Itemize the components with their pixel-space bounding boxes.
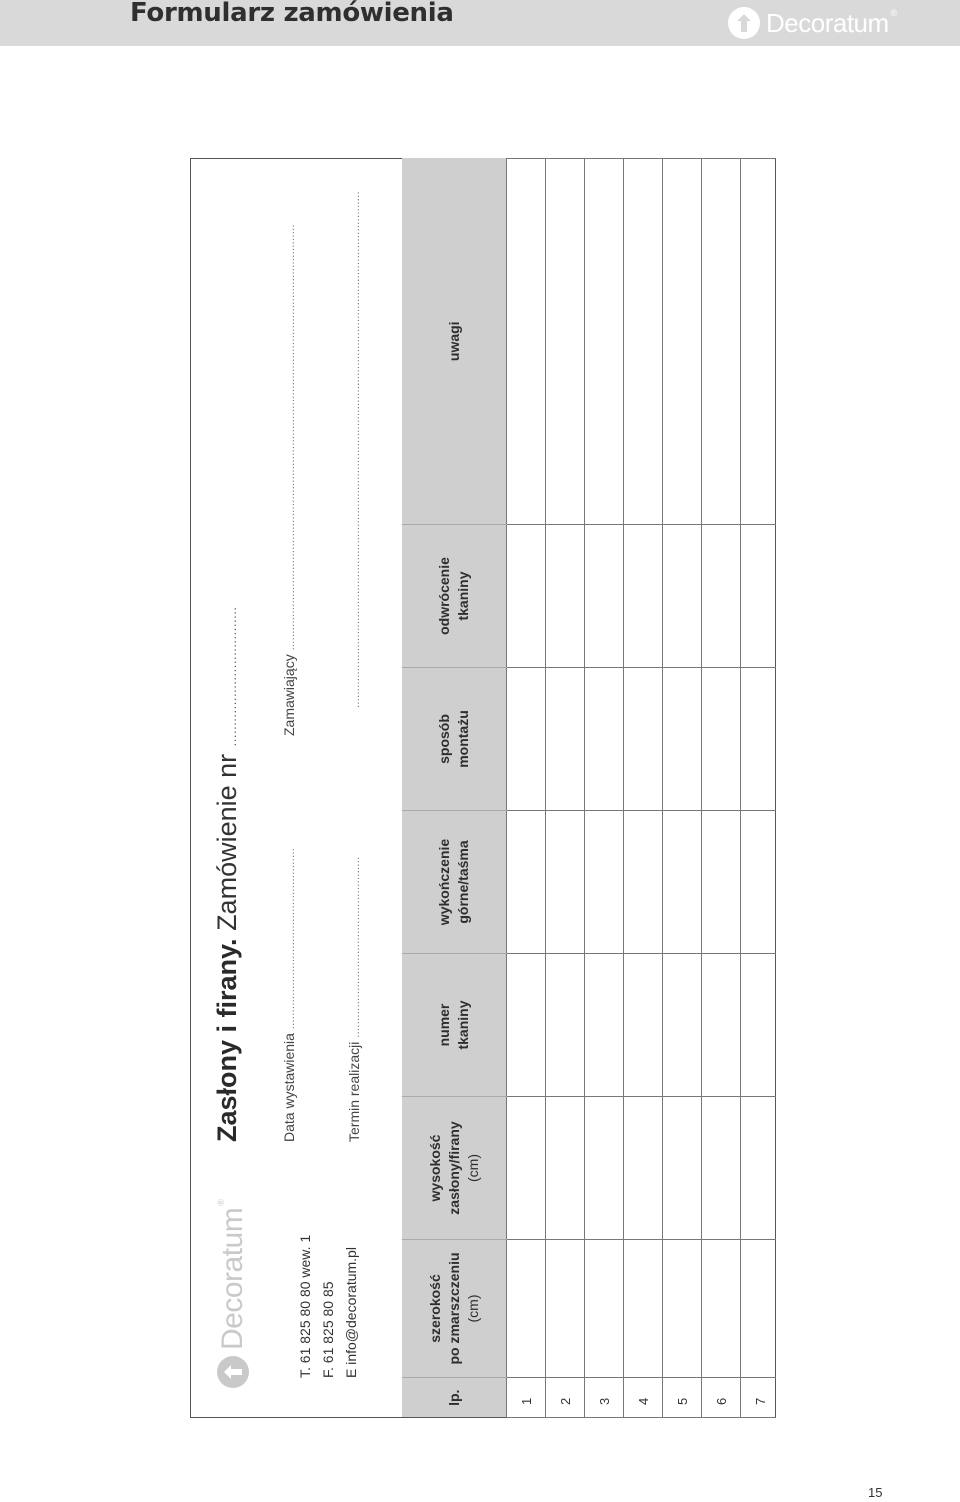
col-header-lp: lp. [402,1378,507,1418]
table-cell[interactable] [546,1097,585,1240]
page-number: 15 [868,1485,883,1500]
col-header-height: wysokość zasłony/firany (cm) [402,1097,507,1240]
col-header-mounting: sposób montażu [402,668,507,811]
table-row [585,159,624,1418]
table-cell[interactable] [546,668,585,811]
table-cell[interactable] [624,811,663,954]
table-cell[interactable] [741,1240,777,1378]
row-number: 6 [702,1378,741,1418]
decoratum-logo-icon [728,7,760,39]
table-cell[interactable] [585,1240,624,1378]
extra-dotted-line[interactable]: .......................................................................................................................................................... [350,191,362,708]
table-row [663,159,702,1418]
table-cell[interactable] [546,1240,585,1378]
table-cell[interactable] [702,668,741,811]
row-number: 3 [585,1378,624,1418]
table-cell[interactable] [741,525,777,668]
table-cell[interactable] [741,811,777,954]
table-cell[interactable] [663,1240,702,1378]
table-row [702,159,741,1418]
table-cell[interactable] [546,811,585,954]
table-cell[interactable] [585,525,624,668]
table-cell[interactable] [624,1097,663,1240]
table-row [741,159,777,1418]
table-cell[interactable] [546,525,585,668]
decoratum-logo-icon [217,1356,249,1388]
form-title: Zasłony i firany. Zamówienie nr .................................. [212,606,242,1142]
ordering-party-field[interactable]: Zamawiający ............................................................................................................................... [281,224,297,736]
contact-fax: F. 61 825 80 85 [320,1281,336,1378]
order-form [190,158,776,1418]
table-cell[interactable] [741,954,777,1097]
table-cell[interactable] [702,1240,741,1378]
table-cell[interactable] [741,159,777,525]
table-cell[interactable] [663,668,702,811]
table-cell[interactable] [507,811,546,954]
table-cell[interactable] [702,525,741,668]
col-header-width: szerokość po zmarszczeniu (cm) [402,1240,507,1378]
table-row [624,159,663,1418]
page-title: Formularz zamówienia [130,0,454,28]
table-cell[interactable] [507,954,546,1097]
header-logo [728,1,897,45]
contact-info [294,1235,363,1378]
table-cell[interactable] [702,811,741,954]
table-cell[interactable] [585,159,624,525]
row-number: 1 [507,1378,546,1418]
table-cell[interactable] [507,159,546,525]
table-cell[interactable] [702,954,741,1097]
table-cell[interactable] [702,159,741,525]
table-cell[interactable] [741,1097,777,1240]
table-cell[interactable] [663,1097,702,1240]
table-cell[interactable] [663,811,702,954]
table-cell[interactable] [507,1240,546,1378]
table-cell[interactable] [507,525,546,668]
table-cell[interactable] [507,1097,546,1240]
table-cell[interactable] [624,525,663,668]
table-cell[interactable] [624,954,663,1097]
table-cell[interactable] [585,811,624,954]
table-cell[interactable] [663,159,702,525]
row-number: 2 [546,1378,585,1418]
order-table [402,158,776,1418]
col-header-notes: uwagi [402,159,507,525]
logo-text: Decoratum ® [766,7,897,38]
table-cell[interactable] [624,1240,663,1378]
table-cell[interactable] [741,668,777,811]
table-header-row [402,159,507,1418]
table-cell[interactable] [585,668,624,811]
table-cell[interactable] [624,159,663,525]
table-row [507,159,546,1418]
table-cell[interactable] [585,1097,624,1240]
table-cell[interactable] [624,668,663,811]
contact-email: E info@decoratum.pl [343,1247,359,1378]
col-header-top-finish: wykończenie górne/taśma [402,811,507,954]
form-logo [216,1200,250,1388]
table-cell[interactable] [663,525,702,668]
col-header-fabric-number: numer tkaniny [402,954,507,1097]
table-cell[interactable] [546,159,585,525]
row-number: 4 [624,1378,663,1418]
table-row [546,159,585,1418]
row-number: 7 [741,1378,777,1418]
col-header-fabric-reverse: odwrócenie tkaniny [402,525,507,668]
table-cell[interactable] [663,954,702,1097]
table-cell[interactable] [507,668,546,811]
row-number: 5 [663,1378,702,1418]
deadline-field[interactable]: Termin realizacji ...................................................... [346,856,362,1142]
table-cell[interactable] [546,954,585,1097]
issue-date-field[interactable]: Data wystawienia ...................................................... [281,847,297,1142]
contact-phone: T. 61 825 80 80 wew. 1 [297,1234,313,1378]
form-logo-text: Decoratum® [216,1199,249,1350]
table-cell[interactable] [702,1097,741,1240]
table-cell[interactable] [585,954,624,1097]
